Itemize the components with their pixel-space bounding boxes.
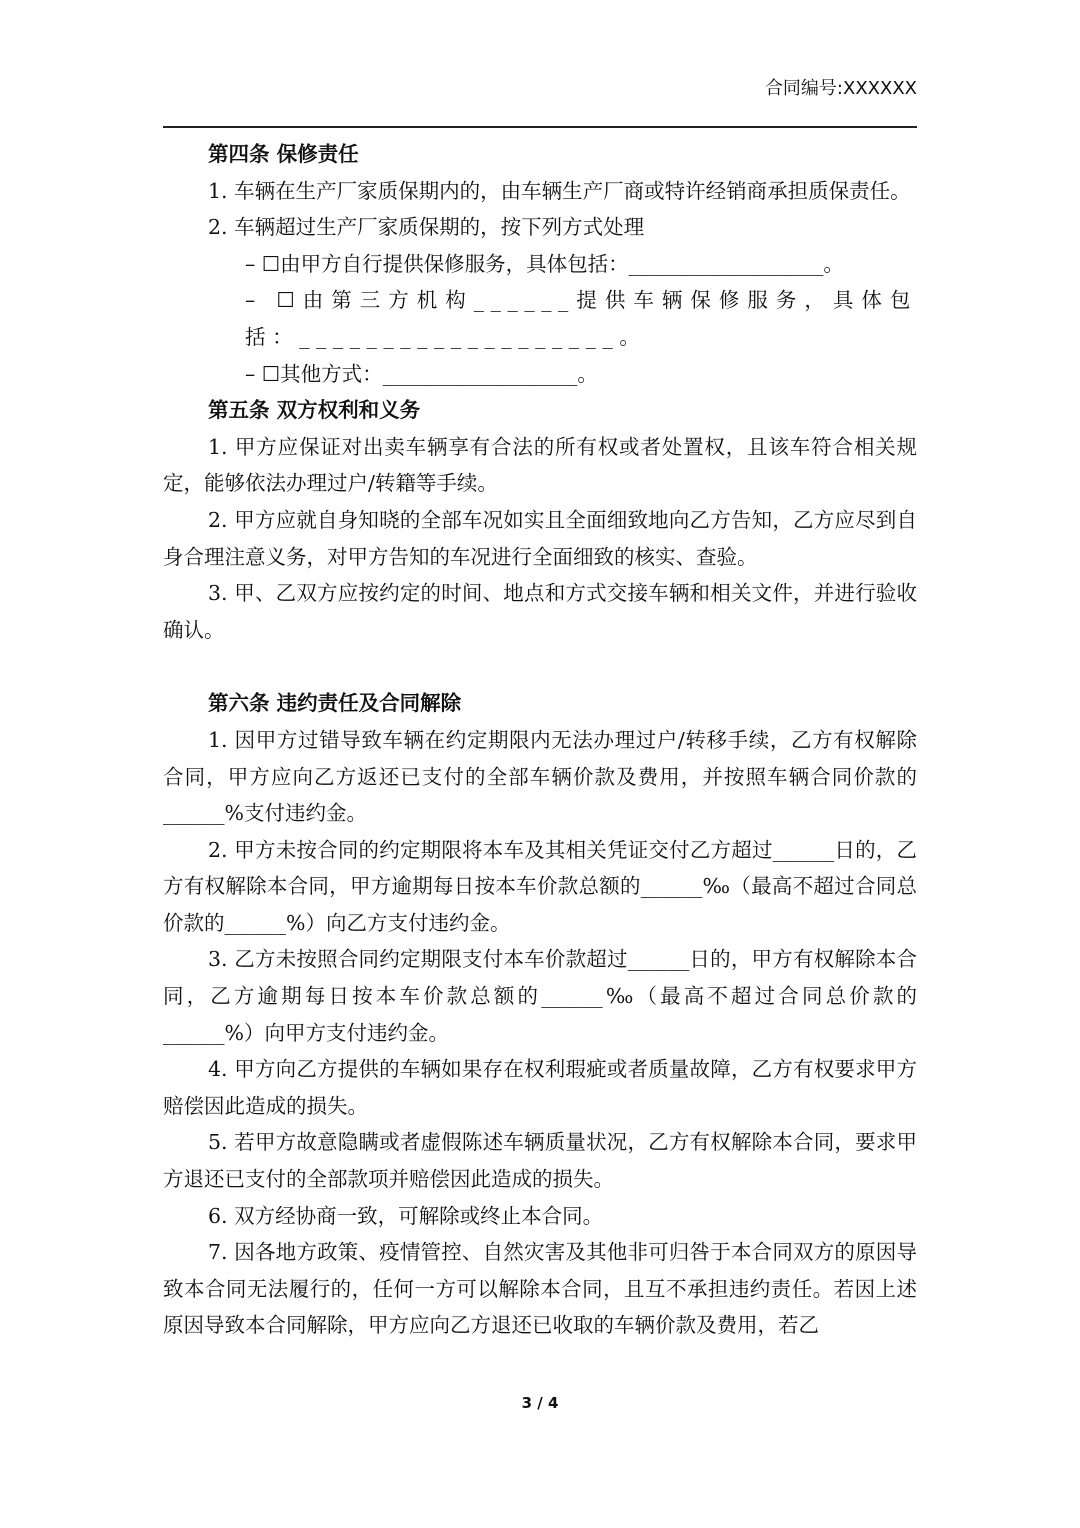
article6-clause-1: 1. 因甲方过错导致车辆在约定期限内无法办理过户/转移手续，乙方有权解除合同，甲方应向乙方返还已支付的全部车辆价款及费用，并按照车辆合同价款的______%支付违约金。: [163, 727, 917, 826]
article6-clause-5: 5. 若甲方故意隐瞒或者虚假陈述车辆质量状况，乙方有权解除本合同，要求甲方退还已支付的全部款项并赔偿因此造成的损失。: [163, 1130, 917, 1192]
article6-title: 第六条 违约责任及合同解除: [208, 691, 462, 716]
article6-clause-4: 4. 甲方向乙方提供的车辆如果存在权利瑕疵或者质量故障，乙方有权要求甲方赔偿因此造成的损失。: [163, 1057, 917, 1118]
document-body: [163, 136, 917, 1344]
article5-clause-3: 3. 甲、乙双方应按约定的时间、地点和方式交接车辆和相关文件，并进行验收确认。: [163, 581, 917, 642]
article4-clause-2: 2. 车辆超过生产厂家质保期的，按下列方式处理: [208, 215, 645, 240]
article4-title: 第四条 保修责任: [208, 142, 359, 166]
article4-option-2: – ☐由第三方机构______提供车辆保修服务，具体包括：___________________。: [245, 288, 917, 349]
section-spacer: [163, 648, 917, 685]
header-divider: [163, 126, 917, 128]
article4-option-3: – ☐其他方式：___________________。: [245, 361, 598, 386]
article4-option-1: – ☐由甲方自行提供保修服务，具体包括：___________________。: [245, 251, 844, 276]
article6-clause-7: 7. 因各地方政策、疫情管控、自然灾害及其他非可归咎于本合同双方的原因导致本合同无法履行的，任何一方可以解除本合同，且互不承担违约责任。若因上述原因导致本合同解除，甲方应向乙方退还已收取的车辆价款及费用，若乙: [163, 1240, 917, 1338]
contract-number: 合同编号:XXXXXX: [764, 78, 917, 99]
article6-clause-3: 3. 乙方未按照合同约定期限支付本车价款超过______日的，甲方有权解除本合同，乙方逾期每日按本车价款总额的______‰（最高不超过合同总价款的______%）向甲方支付违约金。: [163, 947, 917, 1045]
article5-clause-2: 2. 甲方应就自身知晓的全部车况如实且全面细致地向乙方告知，乙方应尽到自身合理注意义务，对甲方告知的车况进行全面细致的核实、查验。: [163, 507, 917, 569]
article6-clause-6: 6. 双方经协商一致，可解除或终止本合同。: [208, 1203, 604, 1228]
article4-clause-1: 1. 车辆在生产厂家质保期内的，由车辆生产厂商或特许经销商承担质保责任。: [208, 178, 911, 203]
article5-clause-1: 1. 甲方应保证对出卖车辆享有合法的所有权或者处置权，且该车符合相关规定，能够依法办理过户/转籍等手续。: [163, 434, 917, 496]
article6-clause-2: 2. 甲方未按合同的约定期限将本车及其相关凭证交付乙方超过______日的，乙方有权解除本合同，甲方逾期每日按本车价款总额的______‰（最高不超过合同总价款的______%）向乙方支付违约金。: [163, 837, 917, 935]
article5-title: 第五条 双方权利和义务: [208, 398, 421, 423]
page-number: 3 / 4: [521, 1394, 559, 1412]
